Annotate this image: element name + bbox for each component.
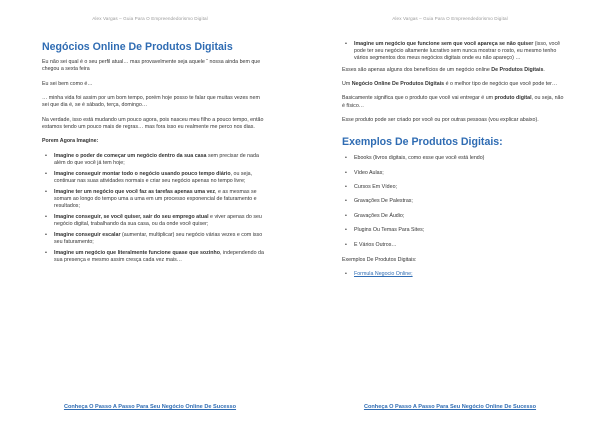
page-title: Negócios Online De Produtos Digitais bbox=[42, 41, 233, 53]
list-item bbox=[42, 171, 264, 185]
list-item-bold: Imagine ter um negócio que você faz as tarefas apenas uma vez bbox=[54, 188, 216, 195]
paragraph-2: Eu sei bem como é… bbox=[42, 80, 93, 87]
section-title: Exemplos De Produtos Digitais: bbox=[342, 136, 503, 149]
paragraph-examples: Exemplos De Produtos Digitais: bbox=[342, 256, 417, 263]
list-item-bold: Imagine conseguir escalar bbox=[54, 231, 121, 238]
list-item-bold: Imagine o poder de começar um negócio dentro da sua casa bbox=[54, 152, 207, 159]
imagine-list bbox=[42, 153, 264, 265]
list-item bbox=[342, 271, 564, 278]
text-span: Basicamente significa que o produto que você vai entregar é um bbox=[342, 95, 495, 102]
footer-link-right[interactable]: Conheça O Passo A Passo Para Seu Negócio Online De Sucesso bbox=[363, 404, 537, 410]
text-bold: De Produtos Digitais bbox=[491, 66, 544, 73]
text-bold: produto digital bbox=[494, 95, 532, 102]
left-content bbox=[42, 41, 264, 268]
list-item-text: (aumentar, multiplicar) seu negócio várias vezes e com isso seu faturamento; bbox=[54, 231, 263, 245]
paragraph-4: Na verdade, isso está mudando um pouco agora, pois nasceu meu filho a pouco tempo, então estamos tendo um pouco mais de regras… mas fora isso eu realmente me perco nos dias. bbox=[42, 116, 264, 130]
list-item-text: , ou seja, continuar nas suas atividades normais e criar seu negócio apenas no tempo livre; bbox=[54, 170, 253, 184]
list-item-bold: Imagine um negócio que funcione sem que você apareça se não quiser bbox=[354, 41, 534, 47]
paragraph-1: Eu não sei qual é o seu perfil atual… mas provavelmente seja aquele “ nossa ainda bem que chegou a sexta feira bbox=[42, 59, 261, 73]
list-item: • E Vários Outros… bbox=[342, 242, 564, 249]
list-item-bold: Imagine conseguir, se você quiser, sair do seu emprego atual bbox=[54, 213, 209, 220]
list-item: • Plugins Ou Temas Para Sites; bbox=[342, 227, 564, 234]
text-bold: Negócio Online De Produtos Digitais bbox=[351, 81, 445, 87]
list-item: • Ebooks (livros digitais, como esse que você está lendo) bbox=[342, 155, 564, 162]
paragraph-best-business bbox=[342, 81, 564, 88]
paragraph-creation: Esse produto pode ser criado por você ou por outras pessoas (vou explicar abaixo). bbox=[342, 116, 539, 123]
text-span: Esses são apenas alguns dos benefícios de um negócio online bbox=[342, 66, 492, 73]
running-head-left: Alex Vargas – Guia Para O Empreendedorismo Digital bbox=[92, 16, 208, 21]
list-item: • Cursos Em Vídeo; bbox=[342, 184, 564, 191]
list-item bbox=[42, 153, 264, 167]
footer-link-left[interactable]: Conheça O Passo A Passo Para Seu Negócio Online De Sucesso bbox=[63, 404, 237, 410]
right-content bbox=[342, 41, 564, 286]
text-span: é o melhor tipo de negócio que você pode ter… bbox=[444, 81, 558, 87]
text-span: , ou seja, não é físico… bbox=[342, 95, 564, 109]
list-item-text: (isso, você pode ter seu negócio altamente lucrativo sem nunca mostrar o rosto, eu mesmo tenho vários segmentos dos meus negócios digitais onde eu não apareço) … bbox=[354, 41, 561, 62]
paragraph-5: Porem Agora Imagine: bbox=[42, 138, 99, 145]
list-item bbox=[42, 250, 264, 264]
list-item-text: , e as mesmas se somam ao longo do tempo uma a uma em um processo exponencial de faturamento e resultados; bbox=[54, 188, 257, 209]
link-list bbox=[342, 271, 564, 278]
paragraph-meaning bbox=[342, 95, 564, 109]
paragraph-3: … minha vida foi assim por um bom tempo, porém hoje posso te falar que muitas vezes nem sei que dia é, se é sábado, terça, domingo… bbox=[42, 94, 260, 109]
text-span: Um bbox=[342, 81, 352, 87]
imagine-list-continued bbox=[342, 41, 564, 63]
formula-link[interactable]: Formula Negocio Online; bbox=[354, 271, 413, 278]
list-item bbox=[42, 214, 264, 228]
list-item-bold: Imagine um negócio que literalmente funcione quase que sozinho bbox=[54, 249, 220, 256]
list-item bbox=[42, 232, 264, 246]
list-item: • Vídeo Aulas; bbox=[342, 170, 564, 177]
list-item-text: , independendo da sua presença e mesmo assim cresça cada vez mais… bbox=[54, 249, 264, 263]
list-item-text: sem precisar de nada além do que você já tem hoje; bbox=[54, 152, 259, 166]
list-item bbox=[342, 41, 564, 63]
list-item: • Gravações De Palestras; bbox=[342, 198, 564, 205]
list-item-bold: Imagine conseguir montar todo o negócio usando pouco tempo diário bbox=[54, 170, 231, 177]
examples-list bbox=[342, 155, 564, 249]
list-item: • Gravações De Áudio; bbox=[342, 213, 564, 220]
text-span: . bbox=[543, 66, 545, 73]
list-item bbox=[42, 189, 264, 211]
running-head-right: Alex Vargas – Guia Para O Empreendedorismo Digital bbox=[392, 16, 508, 21]
list-item-text: e viver apenas do seu negócio digital, trabalhando da sua casa, ou da onde você quiser; bbox=[54, 213, 262, 227]
paragraph-benefits bbox=[342, 67, 564, 74]
